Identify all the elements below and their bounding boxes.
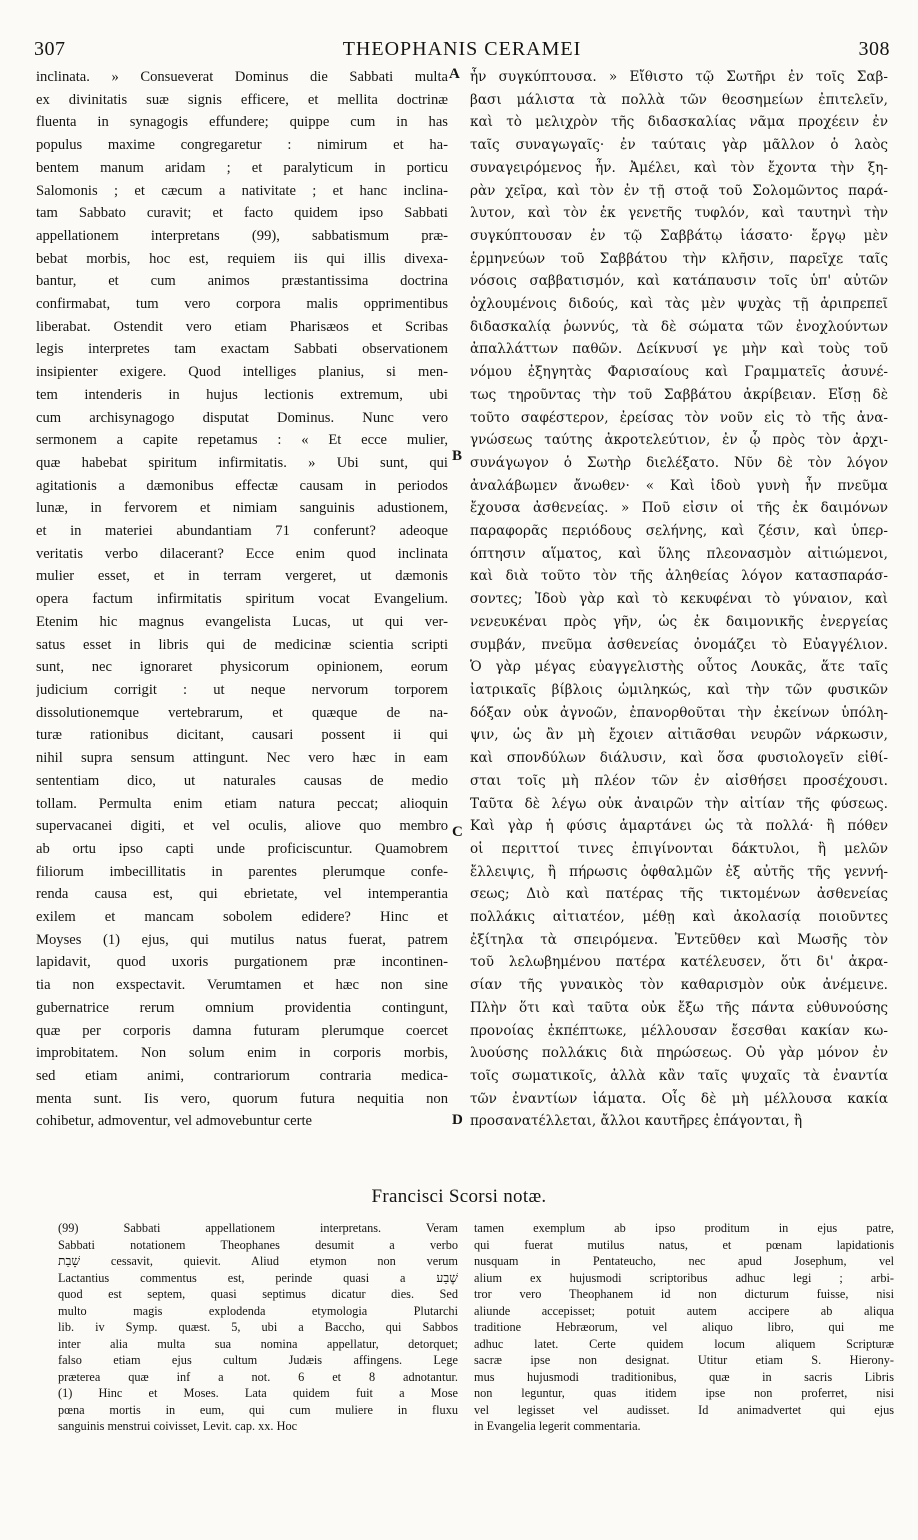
- greek-text-line: Πλὴν ὅτι καὶ ταῦτα οὐκ ἔξω τῆς πάντα εὐθυνούσης: [470, 999, 888, 1016]
- greek-text-line: διδασκαλίᾳ ῥωννύς, τὰ δὲ σώματα τῶν ἐνοχλούντων: [470, 318, 888, 335]
- latin-text-line: turæ rationibus dicitant, causari possent ii qui: [36, 727, 448, 744]
- greek-text-line: βασι μάλιστα τὰ πολλὰ τῶν θεοσημείων ἐπιτελεῖν,: [470, 91, 888, 108]
- greek-text-line: γνώσεως ταύτης ἀκροτελεύτιον, ἐν ᾧ πρὸς τὸν ἀρχι-: [470, 432, 888, 449]
- page-number-right: 308: [858, 38, 890, 60]
- note-line: in Evangelia legerit commentaria.: [474, 1419, 641, 1433]
- latin-text-line: quæ habebat spiritum infirmitatis. » Ubi sunt, qui: [36, 454, 448, 471]
- latin-text-line: liberabat. Ostendit vero etiam Pharisæos et Scribas: [36, 318, 448, 335]
- note-line: traditione Hebræorum, vel aliquo libro, qui me: [474, 1320, 894, 1334]
- note-line: pœna mortis in eum, qui cum muliere in fluxu: [58, 1402, 458, 1417]
- latin-text-line: et in materiei abundantiam 71 conferunt? adeoque: [36, 523, 448, 540]
- margin-letter-b: B: [452, 448, 463, 464]
- greek-text-line: ἰατρικαῖς βίβλοις ὡμιληκώς, καὶ τὴν τῶν φυσικῶν: [470, 681, 888, 698]
- latin-text-line: ex divinitatis suæ signis efficere, et mellita doctrinæ: [36, 91, 448, 108]
- page-number-left: 307: [34, 38, 66, 60]
- latin-text-line: ab ortu ipso capti unde proficiscuntur. Quamobrem: [36, 840, 448, 857]
- greek-text-line: σται τοῖς μὴ πλέον τῶν ἐν αἰσθήσει προσέχουσι.: [470, 772, 888, 789]
- greek-text-line: ὀχλουμένοις διδούς, καὶ τὰς μὲν ψυχὰς τῇ ἀριπρεπεῖ: [470, 296, 888, 313]
- greek-text-line: σοντες; Ἰδοὺ γὰρ καὶ τὸ κεκυφέναι τὸ γύναιον, καὶ: [470, 591, 888, 608]
- greek-text-line: Καὶ γὰρ ἡ φύσις ἁμαρτάνει ὡς τὰ πολλά· ἢ πόθεν: [470, 818, 888, 835]
- notes-heading: Francisci Scorsi notæ.: [371, 1186, 547, 1207]
- greek-text-line: ἐξίτηλα τὰ σπειρόμενα. Ἐντεῦθεν καὶ Μωσῆς τὸν: [470, 931, 888, 948]
- margin-letter-a: A: [449, 66, 460, 82]
- latin-text-line: sermonem a capite repetamus : « Et ecce mulier,: [36, 432, 448, 449]
- note-line: (1) Hinc et Moses. Lata quidem fuit a Mose: [58, 1386, 458, 1400]
- note-line: sanguinis menstrui coivisset, Levit. cap. xx. Hoc: [58, 1419, 298, 1433]
- margin-letter-d: D: [452, 1112, 463, 1128]
- greek-text-line: λυτον, καὶ τὸν ἐκ γενετῆς τυφλόν, καὶ ταυτηνὶ τὴν: [470, 205, 888, 222]
- latin-text-line: bantur, et cum animos præstantissima doctrina: [36, 273, 448, 290]
- latin-text-line: bebat morbis, hoc est, requiem iis qui illis divexa-: [36, 250, 448, 267]
- greek-text-line: ἔχουσα ἀσθενείας. » Ποῦ εἰσιν οἱ τῆς ἐκ δαιμόνων: [470, 500, 888, 517]
- latin-text-line: legis interpretes tam exactam Sabbati observationem: [36, 341, 448, 358]
- greek-text-line: συνάγωγον ὁ Σωτὴρ διελέξατο. Νῦν δὲ τὸν λόγον: [470, 454, 888, 471]
- notes-left-column: [58, 1220, 458, 1470]
- note-line: præterea quæ inf a not. 6 et 8 adnotantur.: [58, 1369, 458, 1384]
- latin-text-line: lunæ, in fervorem et nimiam sanguinis adustionem,: [36, 500, 448, 517]
- latin-text-line: menta sunt. Iis vero, quorum futura nequitia non: [36, 1090, 448, 1107]
- greek-text-line: προνοίας ἐκπέπτωκε, μέλλουσαν ἔσεσθαι κακίαν κω-: [470, 1022, 888, 1039]
- latin-text-column: [36, 66, 448, 1174]
- latin-text-line: supervacanei digiti, et vel oculis, aliove quo membro: [36, 818, 448, 835]
- latin-text-line: sententiam dico, ut naturales causas de medio: [36, 772, 448, 789]
- greek-text-line: ἦν συγκύπτουσα. » Εἴθιστο τῷ Σωτῆρι ἐν τοῖς Σαβ-: [470, 69, 888, 85]
- greek-text-line: ταῖς συναγωγαῖς· ἐν ταύταις γὰρ μᾶλλον ὁ λαὸς: [470, 137, 888, 154]
- latin-text-line: exilem et mancam sobolem edidere? Hinc et: [36, 909, 448, 926]
- latin-text-line: dissolutionemque vertebrarum, et quæque de na-: [36, 704, 448, 721]
- greek-text-line: καὶ σπονδύλων διάλυσιν, καὶ ὅσα φυσιολογεῖν εἰθί-: [470, 750, 888, 767]
- latin-text-line: Etenim hic magnus evangelista Lucas, ut qui ver-: [36, 613, 448, 630]
- running-title: THEOPHANIS CERAMEI: [342, 38, 582, 60]
- running-header: [34, 38, 890, 64]
- notes-right-column: [474, 1220, 894, 1470]
- note-line: non leguntur, quas itidem ipse non proferret, nisi: [474, 1386, 894, 1400]
- latin-text-line: inclinata. » Consueverat Dominus die Sabbati multa: [36, 69, 448, 85]
- greek-text-line: ἑρμηνεύων τοῦ Σαββάτου τὴν κλῆσιν, παρεῖχε ταῖς: [470, 250, 888, 267]
- greek-text-line: τοῦ λελωβημένου πατέρα κατέλευσεν, ὅτι δι' ἀκρα-: [470, 954, 888, 971]
- note-line: adhuc latet. Certe quidem locum aliquem Scripturæ: [474, 1336, 894, 1351]
- greek-text-line: όπτησιν αἵματος, καὶ ὕλης πλεονασμὸν αἰτιώμενοι,: [470, 545, 888, 562]
- latin-text-line: fluenta in synagogis effundere; quippe cum in has: [36, 114, 448, 131]
- latin-text-line: tem intenderis in hujus lectionis extremum, ubi: [36, 386, 448, 403]
- greek-text-line: σεως; Διὸ καὶ πατέρας τῆς τικτομένων ἀσθενείας: [470, 886, 888, 903]
- latin-text-line: agitationis a dæmonibus effectæ causam in periodos: [36, 477, 448, 494]
- greek-text-line: Ταῦτα δὲ λέγω οὐκ ἀναιρῶν τὴν αἰτίαν τῆς φύσεως.: [470, 795, 888, 812]
- greek-text-line: παραφορᾶς περιόδους σελήνης, καὶ ζέσιν, καὶ ὑπερ-: [470, 523, 888, 540]
- greek-text-line: δόξαν οὐκ ἀγνοῶν, ἐπανορθοῦται τὴν ἐκείνων ὑπόλη-: [470, 704, 888, 721]
- greek-text-line: συμβάν, πνεῦμα ἀσθενείας ὀνομάζει τὸ Εὐαγγέλιον.: [470, 636, 888, 653]
- latin-text-line: tia non exspectavit. Verumtamen et hæc non sine: [36, 977, 448, 994]
- latin-text-line: cohibetur, admoventur, vel admovebuntur certe: [36, 1113, 313, 1130]
- latin-text-line: confirmabat, tum vero corpora malis opprimentibus: [36, 296, 448, 313]
- greek-text-line: ἀπαλλάττων παθῶν. Δείκνυσί γε μὴν καὶ τοὺς τοῦ: [470, 341, 888, 358]
- greek-text-line: νενευκέναι πρὸς γῆν, ὡς ἐκ δαιμονικῆς ἐνεργείας: [470, 613, 888, 630]
- note-line: aliunde accepisset; potuit autem accipere ab aliqua: [474, 1303, 894, 1318]
- note-line: Lactantius commentus est, perinde quasi a שֶׁבַע: [58, 1270, 458, 1285]
- greek-text-line: πολλάκις αἰτιατέον, μέθῃ καὶ ἀκολασίᾳ ποιοῦντες: [470, 909, 888, 926]
- latin-text-line: sunt, nec ignoraret physicorum opinionem, eorum: [36, 659, 448, 676]
- latin-text-line: mulier esset, et in terram vergeret, ut dæmonis: [36, 568, 448, 585]
- greek-text-line: ἀναλάβωμεν ἄνωθεν· « Καὶ ἰδοὺ γυνὴ ἦν πνεῦμα: [470, 477, 888, 494]
- note-line: alium ex hujusmodi scriptoribus adhuc legi ; arbi-: [474, 1270, 894, 1285]
- latin-text-line: insipienter exigere. Quod intelliges planius, si men-: [36, 364, 448, 381]
- greek-text-line: νόσοις σαββατισμόν, καὶ κατάπαυσιν τοῖς ὑπ' αὐτῶν: [470, 273, 888, 290]
- latin-text-line: gubernatrice rerum omnium providentia contingunt,: [36, 999, 448, 1016]
- note-line: שָׁבַת cessavit, quievit. Aliud etymon non verum: [58, 1254, 458, 1268]
- greek-text-line: συναγειρόμενος ἦν. Ἀμέλει, καὶ τὸν ἔχοντα τὴν ξη-: [470, 159, 888, 176]
- greek-text-line: καὶ τὸ μελιχρὸν τῆς διδασκαλίας νᾶμα προχέειν ἐν: [470, 114, 888, 131]
- note-line: lib. iv Symp. quæst. 5, ubi a Baccho, qui Sabbos: [58, 1320, 458, 1334]
- greek-text-line: Ὁ γὰρ μέγας εὐαγγελιστὴς οὗτος Λουκᾶς, ἅτε ταῖς: [470, 659, 888, 676]
- latin-text-line: veritatis verbo dilacerant? Ecce enim quod inclinata: [36, 545, 448, 562]
- latin-text-line: sed etiam animi, contrariorum contraria medica-: [36, 1067, 448, 1084]
- latin-text-line: improbitatem. Non solum enim in corporis morbis,: [36, 1045, 448, 1062]
- note-line: qui fuerat mutilus natus, et pœnam lapidationis: [474, 1237, 894, 1252]
- greek-text-line: ψιν, ὡς ἂν μὴ ἔχοιεν αἰτιᾶσθαι νευρῶν νάρκωσιν,: [470, 727, 888, 744]
- greek-text-line: καὶ διὰ τοῦτο τὸν τῆς ἀληθείας λόγον κατασπαράσ-: [470, 568, 888, 585]
- latin-text-line: quæ per corporis damna futuram plerumque coercet: [36, 1022, 448, 1039]
- latin-text-line: Salomonis ; et cæcum a nativitate ; et hanc inclina-: [36, 182, 448, 199]
- latin-text-line: nihil supra sensum attingunt. Nec vero hæc in eam: [36, 750, 448, 767]
- greek-text-line: τοῖς σωματικοῖς, ἀλλὰ κἂν ταῖς ψυχαῖς τὰ ἐναντία: [470, 1067, 888, 1084]
- greek-text-line: ἔλλειψις, ἢ πήρωσις ὀφθαλμῶν ἐξ αὐτῆς τῆς γεννή-: [470, 863, 888, 880]
- greek-text-line: προσανατέλλεται, ἄλλοι καυτῆρες ἐπάγονται, ἢ: [470, 1113, 803, 1130]
- latin-text-line: judicium corrigit : ut neque nervorum torporem: [36, 681, 448, 698]
- latin-text-line: filiorum imbecillitatis in parentes plerumque confe-: [36, 863, 448, 880]
- greek-text-line: τοῦτο σαφέστερον, ἐρείσας τὸν νοῦν εἰς τὸ τῆς ἀνα-: [470, 409, 888, 426]
- greek-text-line: σίαν τῆς γυναικὸς τὸν καθαρισμὸν οὐκ ἀνέμεινε.: [470, 977, 888, 994]
- greek-text-column: [470, 66, 888, 1174]
- greek-text-line: ρὰν χεῖρα, καὶ τὸν ἐν τῇ στοᾷ τοῦ Σολομῶντος παρά-: [470, 182, 888, 199]
- latin-text-line: appellationem interpretans (99), sabbatismum præ-: [36, 227, 448, 244]
- note-line: Sabbati notationem Theophanes desumit a verbo: [58, 1237, 458, 1252]
- note-line: sacræ ipse non designat. Utitur etiam S. Hierony-: [474, 1353, 894, 1367]
- latin-text-line: Moyses (1) ejus, qui mutilus natus fuerat, patrem: [36, 931, 448, 948]
- note-line: falso etiam ejus cultum Judæis affingens. Lege: [58, 1353, 458, 1367]
- note-line: inter alia multa sua nomina appellatur, detorquet;: [58, 1336, 458, 1351]
- greek-text-line: νόμου ἐξηγητὰς Φαρισαίους καὶ Γραμματεῖς ἀσυνέ-: [470, 364, 888, 381]
- note-line: tamen exemplum ab ipso proditum in ejus patre,: [474, 1221, 894, 1235]
- latin-text-line: opera factum infirmitatis spiritum vocat Evangelium.: [36, 591, 448, 608]
- latin-text-line: satus esset in libris qui de medicinæ scientia scripti: [36, 636, 448, 653]
- latin-text-line: cum archisynagogo disputat Dominus. Nunc vero: [36, 409, 448, 426]
- note-line: quod est septem, quasi septimus dicatur dies. Sed: [58, 1287, 458, 1301]
- note-line: vel legisset vel audisset. Id animadvertet qui ejus: [474, 1402, 894, 1417]
- note-line: (99) Sabbati appellationem interpretans. Veram: [58, 1221, 458, 1235]
- note-line: mus hujusmodi traditionibus, quæ in sacris Libris: [474, 1369, 894, 1384]
- note-line: multo magis explodenda etymologia Plutarchi: [58, 1303, 458, 1318]
- greek-text-line: λυούσης πολλάκις διὰ πηρώσεως. Οὐ γὰρ μόνον ἐν: [470, 1045, 888, 1062]
- note-line: nusquam in Pentateucho, nec apud Josephum, vel: [474, 1254, 894, 1268]
- latin-text-line: populus maxime congregaretur : nimirum et ha-: [36, 137, 448, 154]
- margin-letter-c: C: [452, 824, 463, 840]
- latin-text-line: tam Sabbato curavit; et facto quidem ipso Sabbati: [36, 205, 448, 222]
- greek-text-line: οἱ περιττοί τινες ἐπιγίνονται δάκτυλοι, ἢ μελῶν: [470, 840, 888, 857]
- greek-text-line: τῶν ἐναντίων ἰάματα. Οἷς δὲ μὴ μέλλουσα κακία: [470, 1090, 888, 1107]
- note-line: tror vero Theophanem id non dicturum fuisse, nisi: [474, 1287, 894, 1301]
- greek-text-line: τως τηροῦντας τὴν τοῦ Σαββάτου ἀκρίβειαν. Εἴσῃ δὲ: [470, 386, 888, 403]
- greek-text-line: συγκύπτουσαν ἐν τῷ Σαββάτῳ ἰάσατο· ἔργῳ μὲν: [470, 227, 888, 244]
- latin-text-line: renda causa est, qui ebrietate, vel intemperantia: [36, 886, 448, 903]
- latin-text-line: bentem manum aridam ; et paralyticum in porticu: [36, 159, 448, 176]
- latin-text-line: tollam. Permulta enim etiam natura peccat; alioquin: [36, 795, 448, 812]
- latin-text-line: lapidavit, quod uxoris purgationem præ incontinen-: [36, 954, 448, 971]
